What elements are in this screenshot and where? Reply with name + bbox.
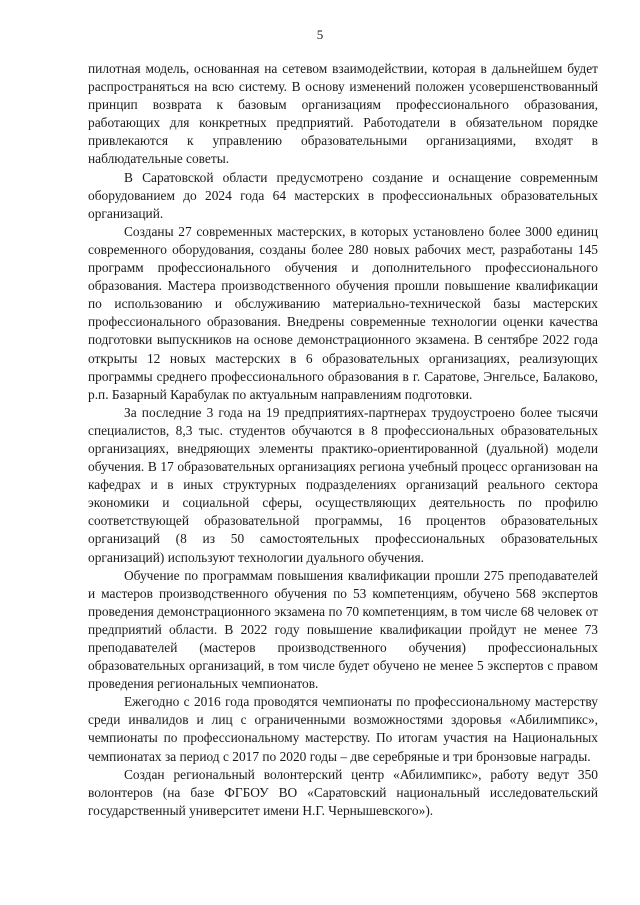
page-number: 5 (316, 27, 324, 42)
paragraph-dual-training: За последние 3 года на 19 предприятиях-партнерах трудоустроено более тысячи специалистов, 8,3 тыс. студентов обучаются в 8 профессиональных образовательных организациях, внедряющих элементы практико-ориентированной (дуальной) модели обучения. В 17 образовательных организациях региона учебный процесс организован на кафедрах и в иных структурных подразделениях организаций реального сектора экономики и социальной сферы, осуществляющих деятельность по профилю соответствующей образовательной программы, 16 процентов образовательных организаций (8 из 50 самостоятельных профессиональных образовательных организаций) используют технологии дуального обучения. (88, 404, 598, 565)
paragraph-pilot-model: пилотная модель, основанная на сетевом взаимодействии, которая в дальнейшем будет распространяться на всю систему. В основу изменений положен усовершенствованный принцип возврата к базовым организациям профессионального образования, работающих для конкретных предприятий. Работодатели в обязательном порядке привлекаются к управлению образовательными организациями, входят в наблюдательные советы. (88, 61, 598, 167)
paragraph-abilympics-championships: Ежегодно с 2016 года проводятся чемпионаты по профессиональному мастерству среди инвалидов и лиц с ограниченными возможностями здоровья «Абилимпикс», чемпионаты по профессиональному мастерству. По итогам участия на Национальных чемпионатах за период с 2017 по 2020 годы – две серебряные и три бронзовые награды. (88, 694, 598, 764)
paragraph-volunteer-center: Создан региональный волонтерский центр «Абилимпикс», работу ведут 350 волонтеров (на базе ФГБОУ ВО «Саратовский национальный исследовательский государственный университет имени Н.Г. Чернышевского»). (88, 766, 598, 818)
paragraph-qualification: Обучение по программам повышения квалификации прошли 275 преподавателей и мастеров производственного обучения по 53 компетенциям, обучено 568 экспертов проведения демонстрационного экзамена по 70 компетенциям, в том числе 68 человек от предприятий области. В 2022 году повышение квалификации пройдут не менее 73 преподавателей (мастеров производственного обучения) профессиональных образовательных организаций, в том числе будет обучено не менее 5 экспертов с правом проведения региональных чемпионатов. (88, 567, 598, 692)
paragraph-workshops-created: Созданы 27 современных мастерских, в которых установлено более 3000 единиц современного оборудования, созданы более 280 новых рабочих мест, разработаны 145 программ профессионального обучения и дополнительного профессионального образования. Мастера производственного обучения прошли повышение квалификации по использованию и обслуживанию материально-технической базы мастерских профессионального образования. Внедрены современные технологии оценки качества подготовки выпускников на основе демонстрационного экзамена. В сентябре 2022 года открыты 12 новых мастерских в 6 образовательных организациях, реализующих программы среднего профессионального образования в г. Саратове, Энгельсе, Балаково, р.п. Базарный Карабулак по актуальным направлениям подготовки. (88, 223, 598, 402)
paragraph-workshops-plan: В Саратовской области предусмотрено создание и оснащение современным оборудованием до 2024 года 64 мастерских в профессиональных образовательных организаций. (88, 169, 598, 221)
document-body (88, 60, 598, 820)
